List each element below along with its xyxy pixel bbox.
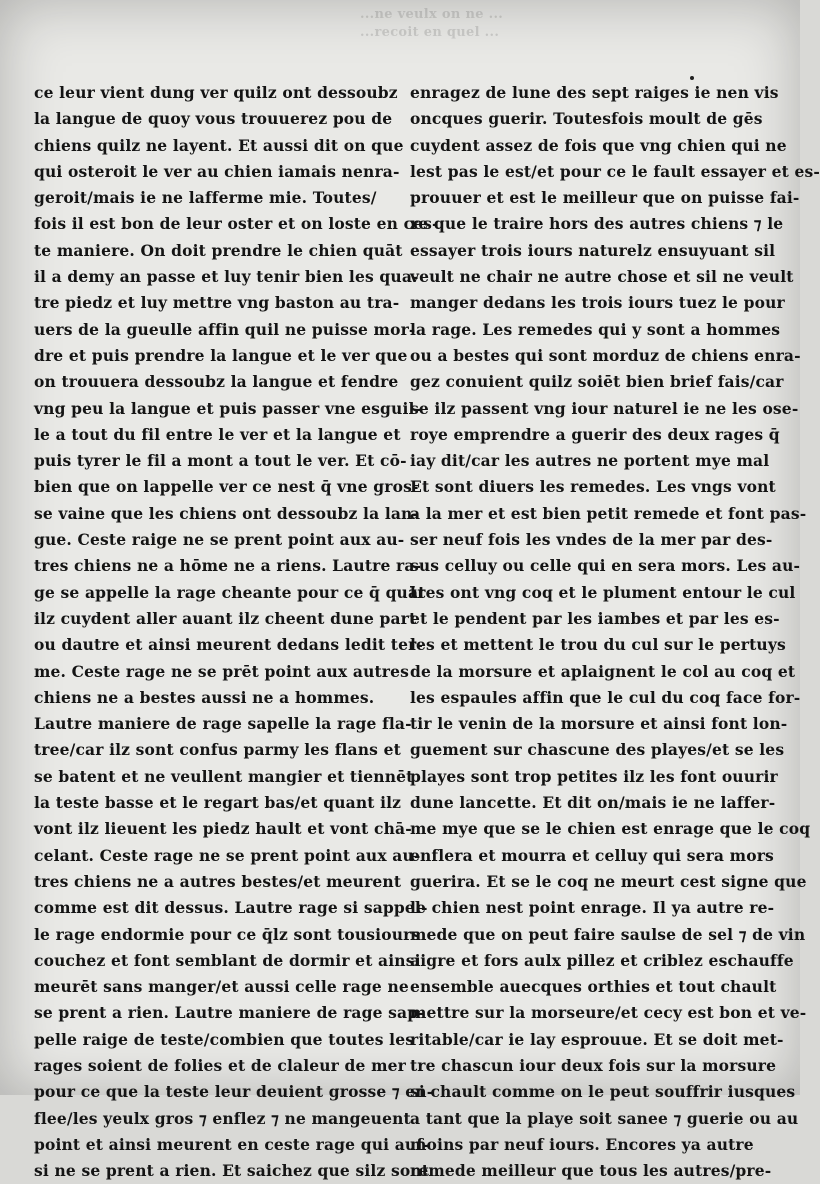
- text-line: re que le traire hors des autres chiens ⁊ le: [410, 214, 784, 234]
- text-line: tre chascun iour deux fois sur la morsure: [410, 1055, 777, 1075]
- text-line: tres chiens ne a autres bestes/et meurent: [34, 871, 402, 891]
- text-line: le a tout du fil entre le ver et la langue et: [34, 424, 401, 444]
- text-line: remede meilleur que tous les autres/pre-: [410, 1161, 772, 1181]
- text-line: roye emprendre a guerir des deux rages q̄: [410, 424, 780, 444]
- text-line: si ne se prent a rien. Et saichez que silz sont: [34, 1161, 430, 1181]
- text-line: enragez de lune des sept raiges ie nen vis: [410, 83, 779, 102]
- text-line: se vaine que les chiens ont dessoubz la lan-: [34, 503, 420, 523]
- text-line: il a demy an passe et luy tenir bien les qua-: [34, 267, 419, 287]
- text-line: celant. Ceste rage ne se prent point aux au-: [34, 845, 421, 865]
- text-line: iay dit/car les autres ne portent mye mal: [410, 451, 770, 471]
- text-line: aigre et fors aulx pillez et criblez eschauffe: [410, 950, 794, 970]
- text-line: gue. Ceste raige ne se prent point aux au-: [34, 530, 405, 550]
- text-line: chiens quilz ne layent. Et aussi dit on que: [34, 135, 404, 155]
- text-line: geroit/mais ie ne lafferme mie. Toutes/: [34, 188, 377, 208]
- text-line: dune lancette. Et dit on/mais ie ne laffer-: [410, 793, 776, 813]
- text-line: playes sont trop petites ilz les font ouurir: [410, 766, 778, 786]
- text-line: bien que on lappelle ver ce nest q̄ vne gros-: [34, 477, 419, 497]
- text-line: sus celluy ou celle qui en sera mors. Les au-: [410, 556, 801, 576]
- text-line: Et sont diuers les remedes. Les vngs vont: [410, 477, 776, 497]
- text-line: couchez et font semblant de dormir et ainsi: [34, 950, 421, 970]
- text-line: ou dautre et ainsi meurent dedans ledit ter-: [34, 635, 423, 655]
- text-line: mettre sur la morseure/et cecy est bon et ve-: [410, 1003, 807, 1023]
- text-line: la teste basse et le regart bas/et quant ilz: [34, 793, 402, 813]
- text-line: Lautre maniere de rage sapelle la rage fla-: [34, 714, 412, 734]
- text-line: dre et puis prendre la langue et le ver que: [34, 345, 408, 365]
- text-line: vont ilz lieuent les piedz hault et vont chā-: [34, 819, 412, 839]
- text-line: mede que on peut faire saulse de sel ⁊ de vin: [410, 924, 806, 944]
- text-line: lest pas le est/et pour ce le fault essayer et es-: [410, 161, 820, 181]
- text-line: point et ainsi meurent en ceste rage qui auf-: [34, 1134, 430, 1154]
- text-line: te maniere. On doit prendre le chien quāt: [34, 240, 403, 260]
- text-line: guerira. Et se le coq ne meurt cest signe que: [410, 871, 807, 891]
- bleed-through-text: [360, 6, 780, 42]
- text-line: tres chiens ne a hōme ne a riens. Lautre ra-: [34, 556, 422, 576]
- text-line: ou a bestes qui sont morduz de chiens enra-: [410, 345, 801, 365]
- text-line: les espaules affin que le cul du coq face for-: [410, 687, 801, 707]
- text-line: se prent a rien. Lautre maniere de rage sap-: [34, 1003, 425, 1023]
- text-line: chiens ne a bestes aussi ne a hommes.: [34, 687, 375, 707]
- text-line: les et mettent le trou du cul sur le pertuys: [410, 635, 786, 655]
- text-line: vng peu la langue et puis passer vne esguil-: [34, 398, 422, 418]
- text-line: si chault comme on le peut souffrir iusques: [410, 1082, 796, 1102]
- text-line: tree/car ilz sont confus parmy les flans et: [34, 740, 401, 760]
- text-line: ge se appelle la rage cheante pour ce q̄ quāt: [34, 582, 426, 602]
- text-line: tir le venin de la morsure et ainsi font lon-: [410, 714, 788, 734]
- bleed-line: ...ne veulx on ne ...: [360, 7, 504, 22]
- text-line: gez conuient quilz soiēt bien brief fais/car: [410, 372, 784, 392]
- text-line: tre piedz et luy mettre vng baston au tra-: [34, 293, 400, 313]
- text-line: qui osteroit le ver au chien iamais nenra-: [34, 161, 400, 181]
- text-line: et le pendent par les iambes et par les es-: [410, 608, 780, 628]
- bleed-line: ...recoit en quel ...: [360, 25, 500, 40]
- text-line: se batent et ne veullent mangier et tiennēt: [34, 766, 414, 786]
- text-line: on trouuera dessoubz la langue et fendre: [34, 372, 399, 392]
- text-line: se ilz passent vng iour naturel ie ne les ose-: [410, 398, 799, 418]
- text-line: ser neuf fois les vndes de la mer par des-: [410, 530, 773, 550]
- text-line: manger dedans les trois iours tuez le pour: [410, 293, 785, 313]
- text-line: meurēt sans manger/et aussi celle rage ne: [34, 977, 409, 997]
- text-line: ensemble auecques orthies et tout chault: [410, 977, 777, 997]
- text-line: de la morsure et aplaignent le col au coq et: [410, 661, 796, 681]
- text-line: la langue de quoy vous trouuerez pou de: [34, 109, 393, 129]
- text-line: ritable/car ie lay esprouue. Et se doit met-: [410, 1029, 784, 1049]
- text-line: flee/les yeulx gros ⁊ enflez ⁊ ne mangeuent: [34, 1108, 411, 1128]
- text-line: me mye que se le chien est enrage que le coq: [410, 819, 811, 839]
- text-line: le chien nest point enrage. Il ya autre re-: [410, 898, 775, 918]
- text-line: pelle raige de teste/combien que toutes les: [34, 1029, 415, 1049]
- text-line: moins par neuf iours. Encores ya autre: [410, 1134, 754, 1154]
- text-line: veult ne chair ne autre chose et sil ne veult: [410, 267, 794, 287]
- text-line: tres ont vng coq et le plument entour le cul: [410, 582, 796, 602]
- text-line: oncques guerir. Toutesfois moult de gēs: [410, 109, 763, 129]
- right-text-column: [410, 80, 820, 1184]
- text-line: uers de la gueulle affin quil ne puisse mor-: [34, 319, 416, 339]
- text-line: cuydent assez de fois que vng chien qui ne: [410, 135, 787, 155]
- text-line: a tant que la playe soit sanee ⁊ guerie ou au: [410, 1108, 799, 1128]
- text-line: fois il est bon de leur oster et on loste en ces-: [34, 214, 439, 234]
- text-line: puis tyrer le fil a mont a tout le ver. Et cō-: [34, 451, 407, 471]
- text-line: pour ce que la teste leur deuient grosse ⁊ en-: [34, 1082, 434, 1102]
- text-line: essayer trois iours naturelz ensuyuant sil: [410, 240, 776, 260]
- text-line: le rage endormie pour ce q̄lz sont tousiours: [34, 924, 421, 944]
- text-line: comme est dit dessus. Lautre rage si sappel-: [34, 898, 428, 918]
- text-line: guement sur chascune des playes/et se les: [410, 740, 785, 760]
- text-line: a la mer et est bien petit remede et font pas-: [410, 503, 807, 523]
- text-line: enflera et mourra et celluy qui sera mors: [410, 845, 774, 865]
- left-text-column: [34, 80, 439, 1184]
- text-line: la rage. Les remedes qui y sont a hommes: [410, 319, 781, 339]
- text-line: ce leur vient dung ver quilz ont dessoubz: [34, 83, 398, 102]
- text-line: rages soient de folies et de claleur de mer: [34, 1055, 406, 1075]
- text-line: me. Ceste rage ne se prēt point aux autres: [34, 661, 409, 681]
- text-line: prouuer et est le meilleur que on puisse fai-: [410, 188, 800, 208]
- text-line: ilz cuydent aller auant ilz cheent dune part: [34, 608, 417, 628]
